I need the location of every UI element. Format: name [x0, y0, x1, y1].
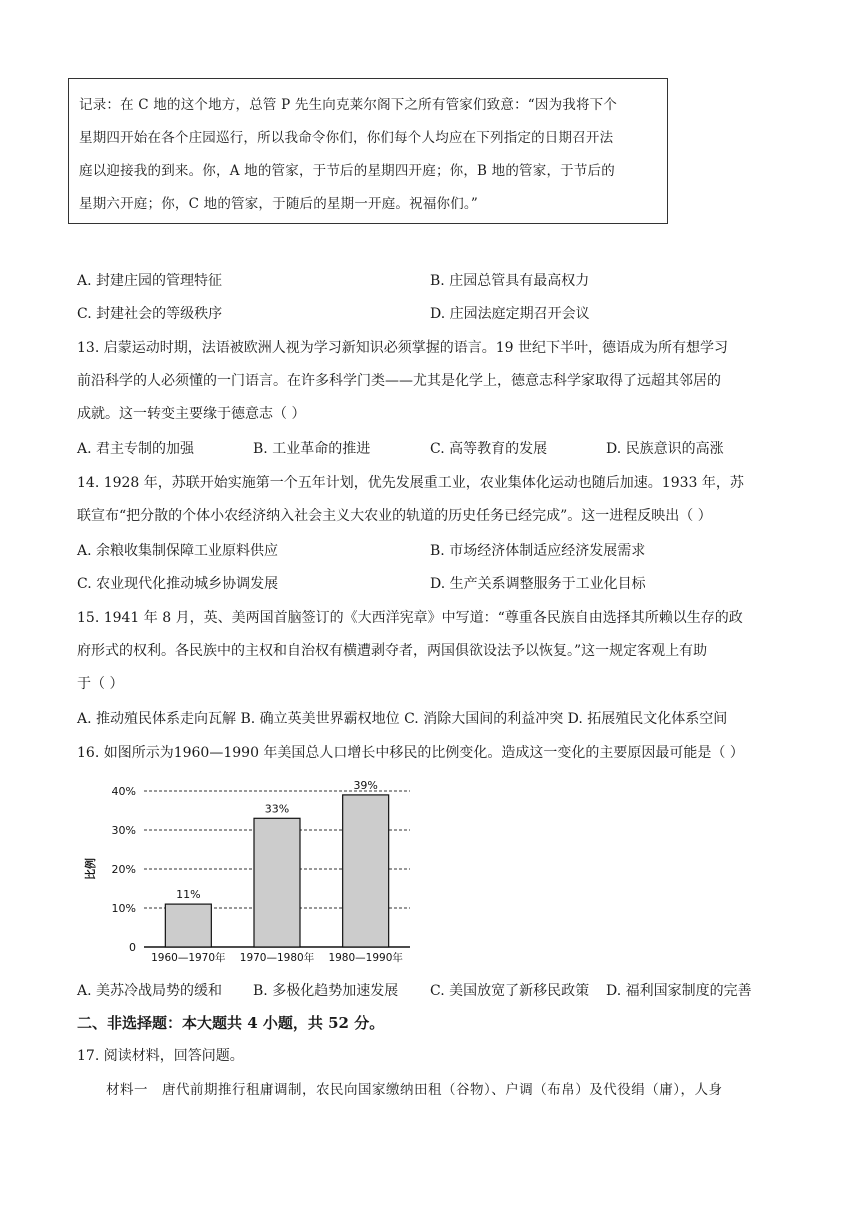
y-tick-label: 40%	[111, 785, 136, 798]
q15-stem-line-3: 于（ ）	[77, 676, 124, 692]
immigration-ratio-chart	[80, 768, 420, 968]
q15-stem-line-2: 府形式的权利。各民族中的主权和自治权有横遭剥夺者，两国俱欲设法予以恢复。”这一规定客观上有助	[77, 643, 708, 659]
bar	[254, 818, 300, 947]
q14-option-a[interactable]: A. 余粮收集制保障工业原料供应	[77, 543, 279, 559]
q17-stem: 17. 阅读材料，回答问题。	[77, 1048, 244, 1064]
record-line-2: 星期四开始在各个庄园巡行，所以我命令你们，你们每个人均应在下列指定的日期召开法	[79, 130, 614, 146]
q17-material-1: 材料一 唐代前期推行租庸调制，农民向国家缴纳田租（谷物）、户调（布帛）及代役绢（庸），人身	[106, 1082, 723, 1098]
q16-option-b[interactable]: B. 多极化趋势加速发展	[253, 983, 399, 999]
q16-option-c[interactable]: C. 美国放宽了新移民政策	[430, 983, 590, 999]
record-box	[68, 78, 668, 224]
q13-option-c[interactable]: C. 高等教育的发展	[430, 441, 548, 457]
section-2-title: 二、非选择题：本大题共 4 小题，共 52 分。	[77, 1014, 385, 1032]
bar-value-label: 39%	[353, 778, 378, 792]
y-tick-label: 30%	[111, 824, 136, 837]
q16-stem: 16. 如图所示为1960—1990 年美国总人口增长中移民的比例变化。造成这一变化的主要原因最可能是（ ）	[77, 745, 744, 761]
q13-option-b[interactable]: B. 工业革命的推进	[253, 441, 371, 457]
bar	[343, 795, 389, 947]
x-tick-label: 1960—1970年	[151, 952, 226, 964]
q13-option-a[interactable]: A. 君主专制的加强	[77, 441, 195, 457]
record-line-1: 记录：在 C 地的这个地方，总管 P 先生向克莱尔阁下之所有管家们致意：“因为我将下个	[79, 97, 618, 113]
bar-value-label: 33%	[264, 802, 290, 816]
x-tick-label: 1970—1980年	[239, 952, 315, 964]
y-tick-label: 10%	[111, 902, 136, 915]
q12-option-c[interactable]: C. 封建社会的等级秩序	[77, 306, 223, 322]
q14-stem-line-1: 14. 1928 年，苏联开始实施第一个五年计划，优先发展重工业，农业集体化运动也随后加速。1933 年，苏	[77, 475, 744, 491]
q12-option-a[interactable]: A. 封建庄园的管理特征	[77, 273, 223, 289]
bar	[165, 904, 211, 947]
q14-option-d[interactable]: D. 生产关系调整服务于工业化目标	[430, 576, 646, 592]
y-tick-label: 0	[129, 941, 136, 954]
q14-option-c[interactable]: C. 农业现代化推动城乡协调发展	[77, 576, 279, 592]
y-axis-label: 比例	[84, 858, 97, 880]
q13-option-d[interactable]: D. 民族意识的高涨	[606, 441, 724, 457]
q14-option-b[interactable]: B. 市场经济体制适应经济发展需求	[430, 543, 646, 559]
bar-value-label: 11%	[176, 888, 201, 902]
q13-stem-line-2: 前沿科学的人必须懂的一门语言。在许多科学门类——尤其是化学上，德意志科学家取得了远超其邻居的	[77, 373, 721, 389]
q15-stem-line-1: 15. 1941 年 8 月，英、美两国首脑签订的《大西洋宪章》中写道：“尊重各民族自由选择其所赖以生存的政	[77, 610, 743, 626]
q13-stem-line-1: 13. 启蒙运动时期，法语被欧洲人视为学习新知识必须掌握的语言。19 世纪下半叶，德语成为所有想学习	[77, 340, 728, 356]
record-line-4: 星期六开庭；你，C 地的管家，于随后的星期一开庭。祝福你们。”	[79, 196, 478, 212]
q14-stem-line-2: 联宣布“把分散的个体小农经济纳入社会主义大农业的轨道的历史任务已经完成”。这一进程反映出（ ）	[77, 508, 712, 524]
record-line-3: 庭以迎接我的到来。你，A 地的管家，于节后的星期四开庭；你，B 地的管家，于节后的	[79, 163, 615, 179]
q16-option-a[interactable]: A. 美苏冷战局势的缓和	[77, 983, 223, 999]
q12-option-b[interactable]: B. 庄园总管具有最高权力	[430, 273, 590, 289]
y-tick-label: 20%	[111, 863, 136, 876]
q13-stem-line-3: 成就。这一转变主要缘于德意志（ ）	[77, 406, 306, 422]
q15-options[interactable]: A. 推动殖民体系走向瓦解 B. 确立英美世界霸权地位 C. 消除大国间的利益冲突 D. 拓展殖民文化体系空间	[77, 711, 728, 727]
q16-option-d[interactable]: D. 福利国家制度的完善	[606, 983, 752, 999]
q12-option-d[interactable]: D. 庄园法庭定期召开会议	[430, 306, 590, 322]
x-tick-label: 1980—1990年	[328, 952, 403, 964]
